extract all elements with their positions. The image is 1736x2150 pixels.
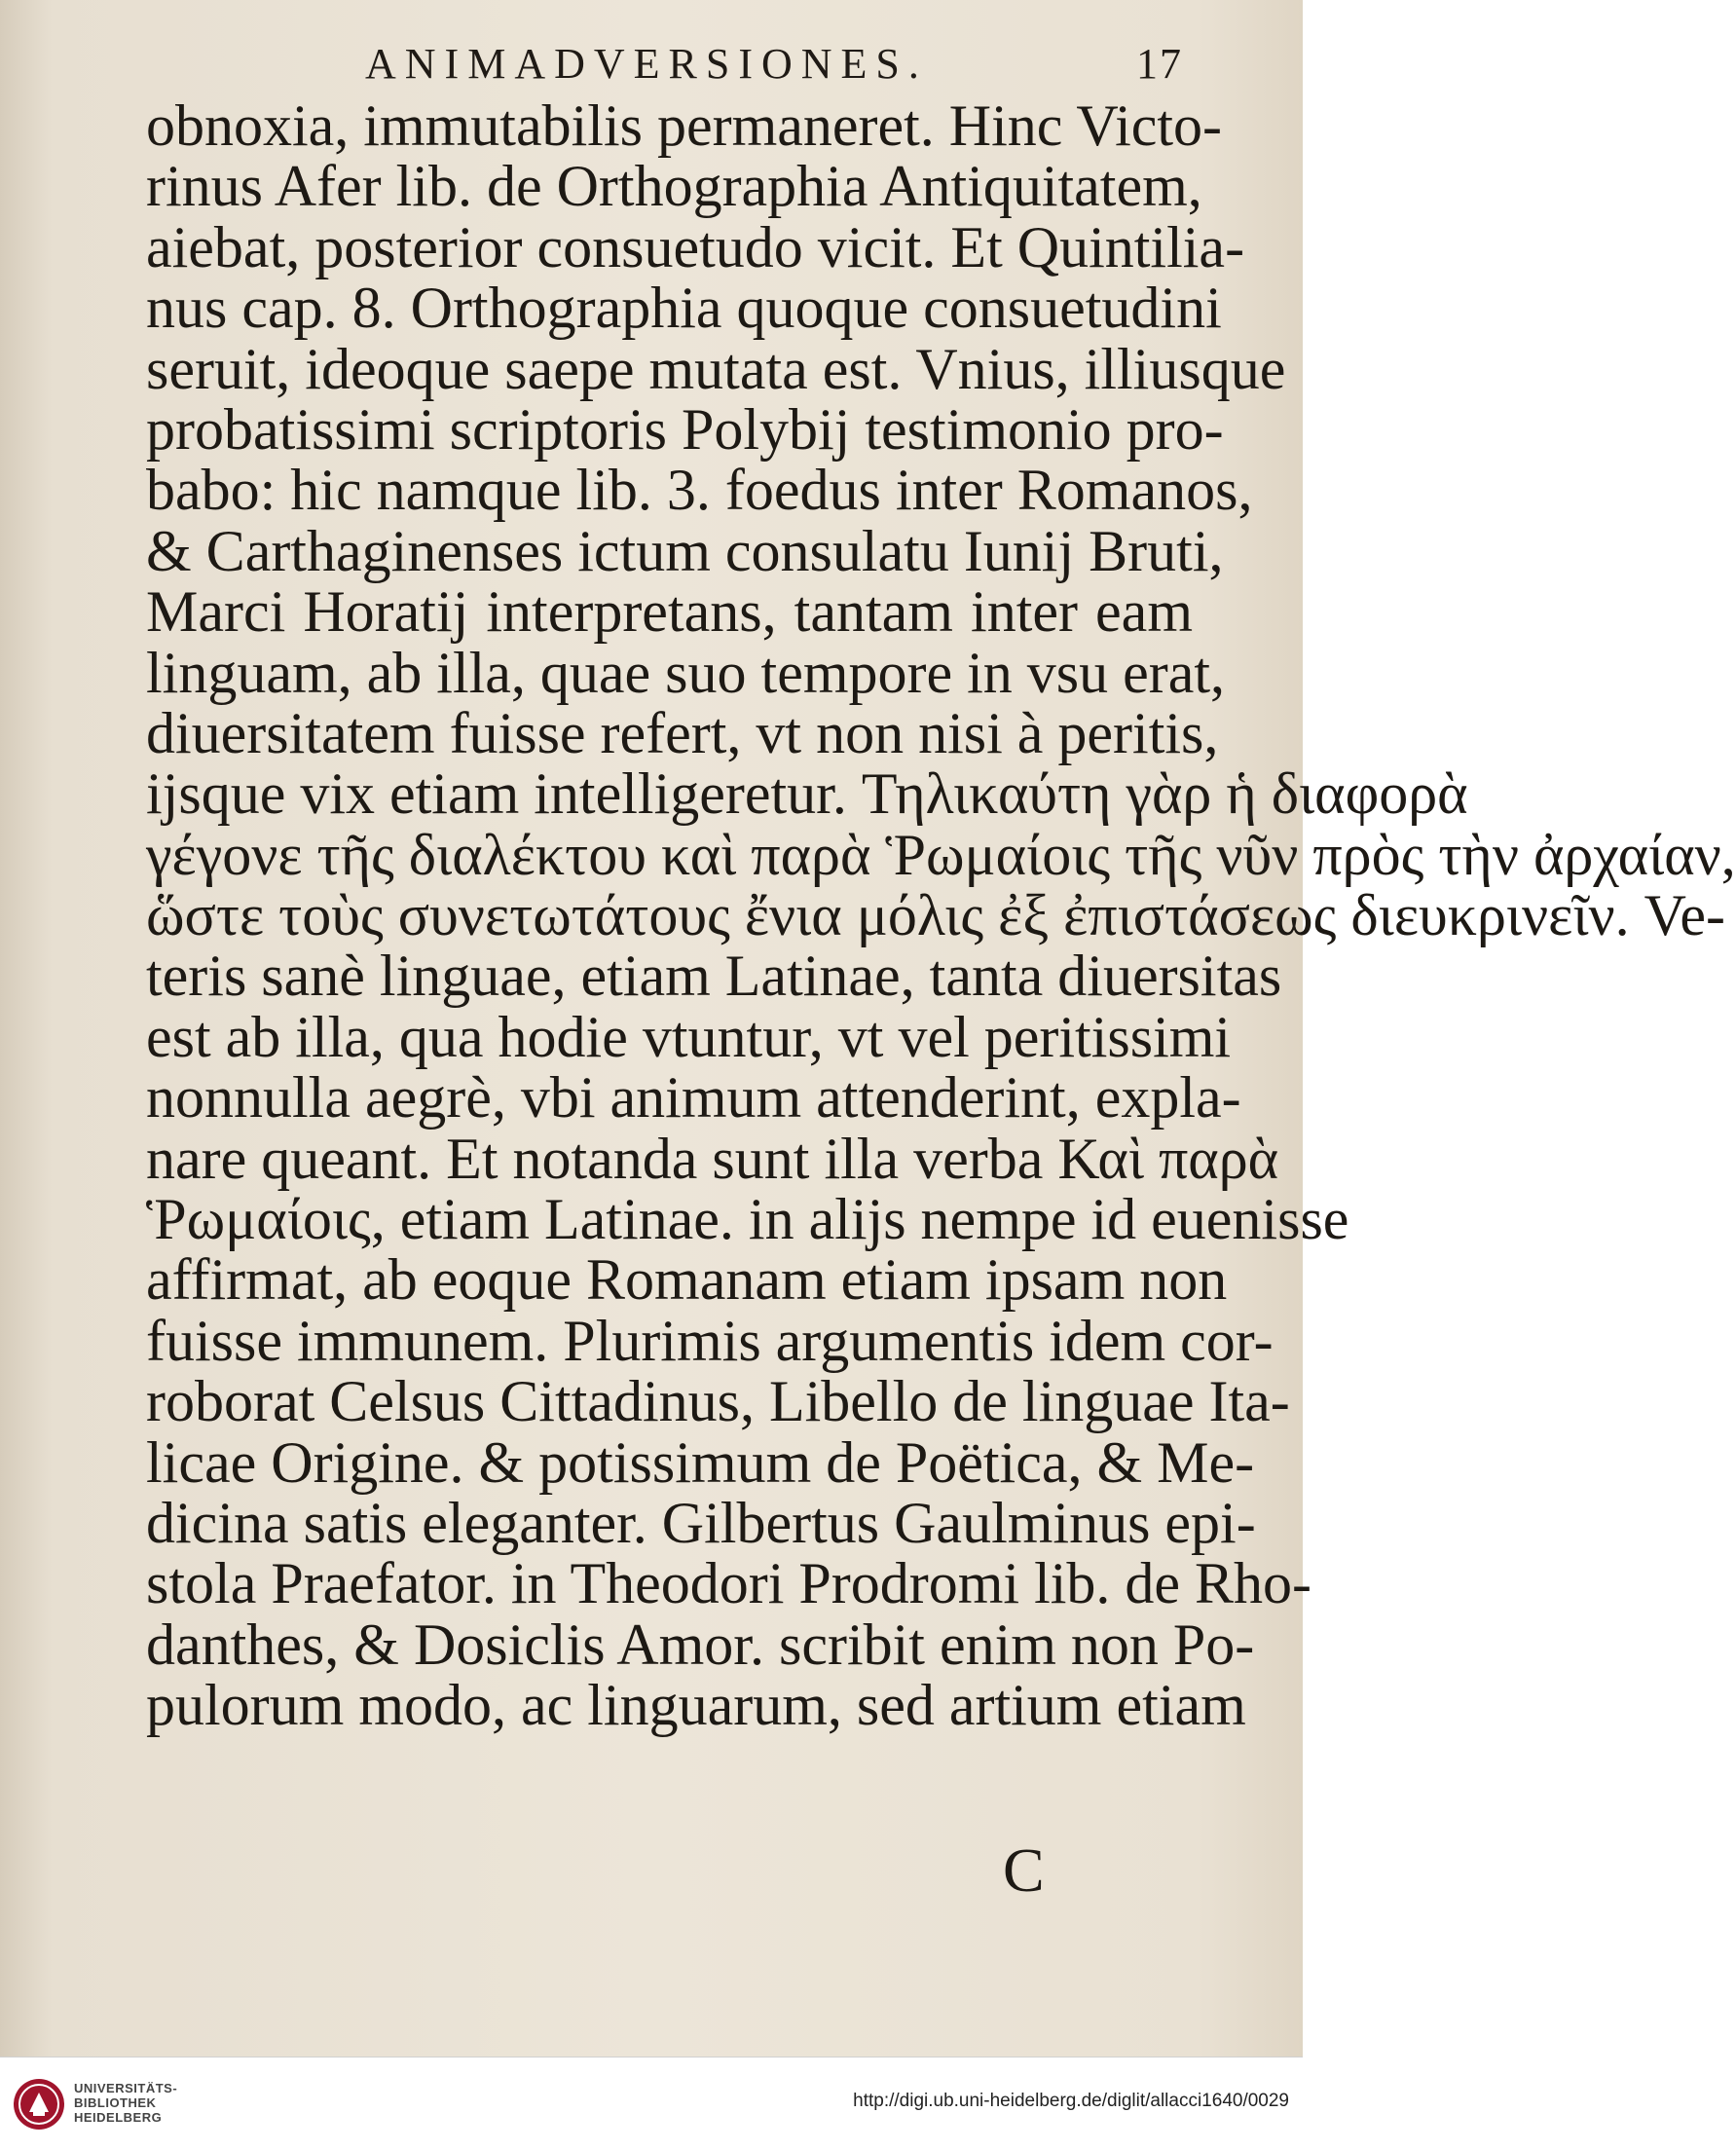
text-line: obnoxia, immutabilis permaneret. Hinc Victo- [146,93,1223,158]
text-line: dicina satis eleganter. Gilbertus Gaulminus epi- [146,1490,1256,1555]
text-line: teris sanè linguae, etiam Latinae, tanta diuersitas [146,944,1282,1009]
text-line: rinus Afer lib. de Orthographia Antiquitatem, [146,154,1202,219]
text-line: linguam, ab illa, quae suo tempore in vsu erat, [146,640,1226,705]
body-text [146,93,1736,1738]
running-head [365,31,1183,99]
library-name-line: HEIDELBERG [74,2110,163,2125]
library-name [74,2081,177,2125]
library-name-line: BIBLIOTHEK [74,2095,157,2110]
text-line: probatissimi scriptoris Polybij testimonio pro- [146,396,1224,462]
viewer-footer [0,2057,1303,2150]
text-line-greek: ὥστε τοὺς συνετωτάτους ἔνια μόλις ἐξ ἐπιστάσεως διευκρινεῖν. Ve- [146,883,1725,948]
text-line: babo: hic namque lib. 3. foedus inter Romanos, [146,458,1253,523]
text-line: roborat Celsus Cittadinus, Libello de linguae Ita- [146,1369,1290,1434]
text-line: stola Praefator. in Theodori Prodromi lib. de Rho- [146,1551,1312,1616]
text-line: diuersitatem fuisse refert, vt non nisi à peritis, [146,700,1219,765]
page-number: 17 [1136,40,1183,88]
text-line: nonnulla aegrè, vbi animum attenderint, expla- [146,1065,1241,1131]
signature-mark: C [1003,1835,1045,1905]
text-line: seruit, ideoque saepe mutata est. Vnius, illiusque [146,336,1286,401]
permalink-url[interactable]: http://digi.ub.uni-heidelberg.de/diglit/allacci1640/0029 [853,2091,1289,2111]
text-line-greek: γέγονε τῆς διαλέκτου καὶ παρὰ Ῥωμαίοις τῆς νῦν πρὸς τὴν ἀρχαίαν, [146,822,1736,887]
text-line: fuisse immunem. Plurimis argumentis idem cor- [146,1308,1274,1373]
running-head-title: ANIMADVERSIONES. [365,40,928,88]
university-seal-icon [12,2077,66,2131]
text-line: pulorum modo, ac linguarum, sed artium etiam [146,1673,1246,1738]
text-line: Ῥωμαίοις, etiam Latinae. in alijs nempe id euenisse [146,1187,1349,1252]
text-line: nare queant. Et notanda sunt illa verba Καὶ παρὰ [146,1126,1279,1191]
text-line: licae Origine. & potissimum de Poëtica, & Me- [146,1429,1255,1495]
text-line: ijsque vix etiam intelligeretur. Τηλικαύτη γὰρ ἡ διαφορὰ [146,761,1468,827]
text-line: danthes, & Dosiclis Amor. scribit enim non Po- [146,1612,1255,1677]
library-name-line: UNIVERSITÄTS- [74,2081,178,2095]
text-line: aiebat, posterior consuetudo vicit. Et Quintilia- [146,214,1245,279]
text-line: Marci Horatij interpretans, tantam inter eam [146,579,1193,645]
text-line: & Carthaginenses ictum consulatu Iunij Bruti, [146,518,1224,583]
text-line: nus cap. 8. Orthographia quoque consuetudini [146,276,1222,341]
text-line: est ab illa, qua hodie vtuntur, vt vel peritissimi [146,1004,1232,1069]
text-line: affirmat, ab eoque Romanam etiam ipsam non [146,1247,1228,1313]
